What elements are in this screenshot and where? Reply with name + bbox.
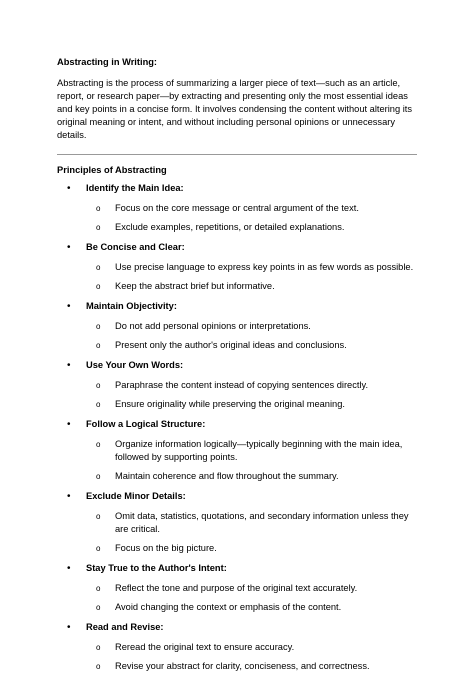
principle-title: Use Your Own Words:	[86, 360, 184, 370]
document-title: Abstracting in Writing:	[57, 57, 158, 67]
principle-points	[86, 202, 417, 234]
circle-bullet-icon: o	[96, 223, 101, 232]
circle-bullet-icon: o	[96, 544, 101, 553]
intro-paragraph: Abstracting is the process of summarizing a larger piece of text—such as an article, report, or research paper—by extracting and presenting only the most essential ideas and key points in a concise form. It involves condensing the content without altering its original meaning or intent, and without including personal opinions or unnecessary details.	[57, 78, 413, 140]
section-divider	[57, 154, 417, 155]
bullet-icon: •	[67, 242, 71, 253]
bullet-icon: •	[67, 301, 71, 312]
principle-point-text: Paraphrase the content instead of copying sentences directly.	[115, 380, 369, 390]
principle-title: Identify the Main Idea:	[86, 183, 184, 193]
principle-point-text: Use precise language to express key points in as few words as possible.	[115, 262, 414, 272]
principle-point	[86, 320, 417, 333]
principle-point	[86, 261, 417, 274]
principle-item	[57, 241, 417, 293]
principle-item	[57, 359, 417, 411]
principle-points	[86, 261, 417, 293]
principle-point-text: Do not add personal opinions or interpretations.	[115, 321, 311, 331]
principle-point	[86, 202, 417, 215]
principle-title: Follow a Logical Structure:	[86, 419, 206, 429]
bullet-icon: •	[67, 183, 71, 194]
principle-point	[86, 398, 417, 411]
principle-point-text: Reread the original text to ensure accuracy.	[115, 642, 295, 652]
principle-points	[86, 510, 417, 555]
circle-bullet-icon: o	[96, 643, 101, 652]
circle-bullet-icon: o	[96, 282, 101, 291]
principle-title: Read and Revise:	[86, 622, 164, 632]
principle-point-text: Omit data, statistics, quotations, and secondary information unless they are critical.	[115, 511, 409, 534]
principle-points	[86, 582, 417, 614]
bullet-icon: •	[67, 563, 71, 574]
circle-bullet-icon: o	[96, 381, 101, 390]
principle-title: Stay True to the Author's Intent:	[86, 563, 227, 573]
principle-point-text: Focus on the core message or central argument of the text.	[115, 203, 359, 213]
circle-bullet-icon: o	[96, 584, 101, 593]
principle-point	[86, 339, 417, 352]
circle-bullet-icon: o	[96, 263, 101, 272]
bullet-icon: •	[67, 622, 71, 633]
principle-point-text: Keep the abstract brief but informative.	[115, 281, 275, 291]
principle-point-text: Organize information logically—typically beginning with the main idea, followed by supporting points.	[115, 439, 403, 462]
principle-item	[57, 182, 417, 234]
principle-item	[57, 562, 417, 614]
principle-title: Maintain Objectivity:	[86, 301, 177, 311]
principle-point-text: Avoid changing the context or emphasis of the content.	[115, 602, 342, 612]
principle-point	[86, 582, 417, 595]
circle-bullet-icon: o	[96, 440, 101, 449]
principle-points	[86, 438, 417, 483]
circle-bullet-icon: o	[96, 603, 101, 612]
principle-point-text: Ensure originality while preserving the original meaning.	[115, 399, 345, 409]
circle-bullet-icon: o	[96, 322, 101, 331]
circle-bullet-icon: o	[96, 400, 101, 409]
principle-point-text: Exclude examples, repetitions, or detailed explanations.	[115, 222, 345, 232]
principle-point	[86, 641, 417, 654]
principle-point	[86, 221, 417, 234]
principle-point-text: Reflect the tone and purpose of the original text accurately.	[115, 583, 358, 593]
bullet-icon: •	[67, 419, 71, 430]
principle-item	[57, 300, 417, 352]
bullet-icon: •	[67, 360, 71, 371]
circle-bullet-icon: o	[96, 204, 101, 213]
principle-points	[86, 379, 417, 411]
circle-bullet-icon: o	[96, 512, 101, 521]
principle-points	[86, 641, 417, 673]
document-content	[57, 56, 417, 680]
circle-bullet-icon: o	[96, 341, 101, 350]
principle-point-text: Focus on the big picture.	[115, 543, 217, 553]
principle-point-text: Revise your abstract for clarity, conciseness, and correctness.	[115, 661, 370, 671]
principles-list	[57, 182, 417, 673]
principle-point	[86, 438, 417, 464]
principle-point	[86, 510, 417, 536]
principle-point	[86, 601, 417, 614]
principle-item	[57, 418, 417, 483]
circle-bullet-icon: o	[96, 472, 101, 481]
principle-point	[86, 470, 417, 483]
section-title: Principles of Abstracting	[57, 165, 167, 175]
principle-title: Be Concise and Clear:	[86, 242, 185, 252]
principle-point-text: Present only the author's original ideas and conclusions.	[115, 340, 347, 350]
principle-point-text: Maintain coherence and flow throughout the summary.	[115, 471, 339, 481]
principle-point	[86, 379, 417, 392]
principle-point	[86, 660, 417, 673]
principle-point	[86, 280, 417, 293]
principle-point	[86, 542, 417, 555]
principle-points	[86, 320, 417, 352]
principle-item	[57, 490, 417, 555]
bullet-icon: •	[67, 491, 71, 502]
circle-bullet-icon: o	[96, 662, 101, 671]
principle-item	[57, 621, 417, 673]
principle-title: Exclude Minor Details:	[86, 491, 186, 501]
